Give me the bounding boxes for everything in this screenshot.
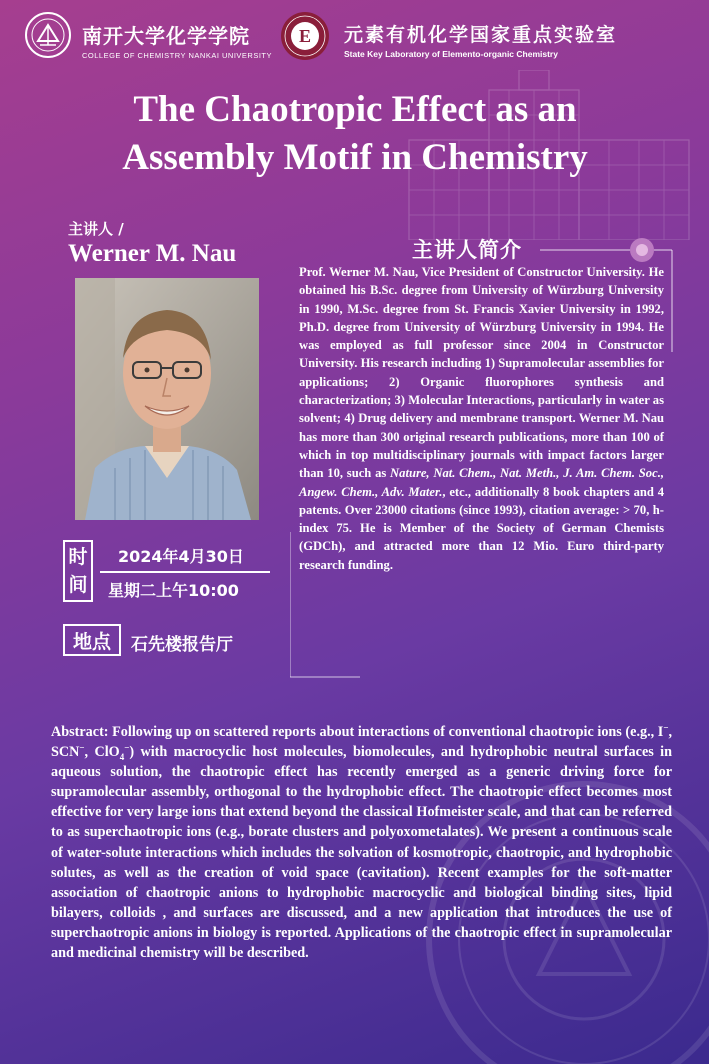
time-label-char-2: 间: [68, 574, 88, 596]
bio-journals: Nature, Nat. Chem., Nat. Meth., J. Am. Chem. Soc., Angew. Chem., Adv. Mater.: [299, 466, 664, 499]
speaker-photo: [75, 278, 259, 520]
lab-name-en: State Key Laboratory of Elemento-organic Chemistry: [344, 49, 558, 59]
time-label-box: [63, 540, 93, 602]
talk-abstract: [51, 722, 672, 963]
talk-title-line-2: Assembly Motif in Chemistry: [122, 137, 588, 178]
bio-text-part-1: Prof. Werner M. Nau, Vice President of Constructor University. He obtained his B.Sc. degree from University of Würzburg University in 1990, M.Sc. degree from St. Francis Xavier University in 1992, Ph.D. degree from University of Würzburg University in 1994. He was employed as full professor since 2004 in Constructor University. His research including 1) Supramolecular assemblies for applications; 2) Organic fluorophores synthesis and characterization; 3) Molecular Interactions, particularly in water as solvent; 4) Drug delivery and membrane transport. Werner M. Nau has more than 300 original research publications, more than 100 of which in top multidisciplinary journals with impact factors larger than 10, such as: [299, 265, 664, 481]
abstract-part-2: , SCN: [51, 724, 672, 761]
abstract-part-4: ) with macrocyclic host molecules, biomolecules, and hydrophobic neutral surfaces in aqueous solution, the chaotropic effect has recently emerged as a generic driving force for supramolecular assembly, orthogonal to the hydrophobic effect. The chaotropic effect becomes most effective for very large ions that extend beyond the classical Hofmeister scale, and that can be referred to as superchaotropic ions (e.g., borate clusters and polyoxometalates). We present a continuous scale of water-solute interactions which includes the solvation of kosmotropic, chaotropic, and hydrophobic solutes, as well as the creation of void space (cavitation). Recent examples for the soft-matter association of chaotropic anions to hydrophobic macrocyclic and biological binding sites, lipid bilayers, colloids , and surfaces are discussed, and a new application that introduces the use of superchaotropic anions in biology is reported. Applications of the chaotropic effect in supramolecular and medicinal chemistry will be described.: [51, 744, 672, 962]
abstract-sub-4: 4: [119, 751, 125, 762]
college-name-en: COLLEGE OF CHEMISTRY NANKAI UNIVERSITY: [82, 51, 273, 60]
bio-heading: 主讲人简介: [412, 238, 522, 262]
venue-label-box: 地点: [63, 624, 121, 656]
bio-text-part-2: , etc., additionally 8 book chapters and 4 patents. Over 23000 citations (since 1993), citation average: > 70, h-index 75. He is Member of the Society of German Chemists (GDCh), and attracted more than 12 Mio. Euro third-party research funding.: [299, 484, 665, 572]
time-divider: [100, 571, 270, 573]
event-venue: 石先楼报告厅: [131, 635, 233, 655]
abstract-part-1: Abstract: Following up on scattered reports about interactions of conventional chaotropic ions (e.g., I: [51, 724, 664, 740]
speaker-label: 主讲人 /: [68, 220, 124, 238]
logo-letter: E: [298, 26, 312, 46]
header: [0, 8, 709, 62]
speaker-bio: [299, 263, 664, 574]
abstract-sup-3: −: [124, 742, 130, 753]
talk-title-line-1: The Chaotropic Effect as an: [133, 89, 577, 130]
college-name-cn: 南开大学化学学院: [82, 24, 250, 48]
abstract-sup-2: −: [79, 742, 85, 753]
event-weekday-time: 星期二上午10:00: [108, 581, 239, 600]
state-key-lab-logo: [280, 11, 330, 61]
speaker-name: Werner M. Nau: [68, 240, 237, 267]
abstract-sup-1: −: [663, 722, 669, 733]
talk-title: [20, 86, 690, 182]
nankai-university-logo: [24, 11, 72, 59]
time-label-char-1: 时: [68, 546, 88, 568]
lab-name-cn: 元素有机化学国家重点实验室: [344, 24, 618, 46]
abstract-part-3: , ClO: [84, 744, 120, 761]
event-date: 2024年4月30日: [118, 547, 244, 566]
